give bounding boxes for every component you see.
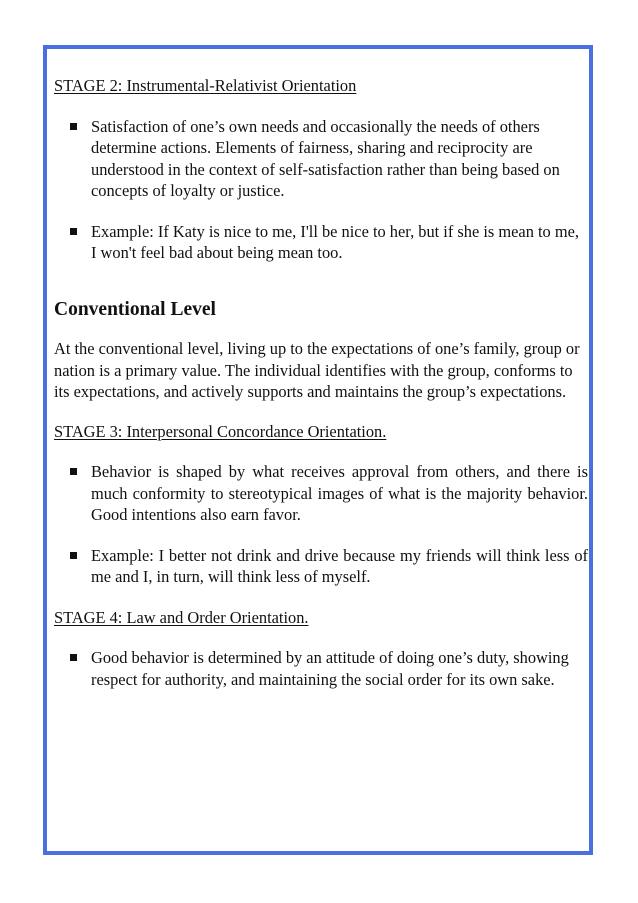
stage4-bullet-text: Good behavior is determined by an attitude of doing one’s duty, showing respect for authority, and maintaining the social order for its own sake. — [91, 648, 569, 689]
stage2-bullet-item — [54, 116, 588, 202]
square-bullet-icon — [70, 123, 77, 130]
stage3-bullet-item — [54, 461, 588, 526]
square-bullet-icon — [70, 552, 77, 559]
square-bullet-icon — [70, 228, 77, 235]
stage2-heading: STAGE 2: Instrumental-Relativist Orientation — [54, 76, 357, 95]
stage3-bullet-item — [54, 545, 588, 588]
stage3-heading: STAGE 3: Interpersonal Concordance Orientation. — [54, 421, 387, 441]
conventional-level-paragraph: At the conventional level, living up to the expectations of one’s family, group or nation is a primary value. The individual identifies with the group, conforms to its expectations, and actively supports and maintains the group’s expectations. — [54, 339, 580, 401]
stage4-bullet-list — [54, 647, 588, 690]
square-bullet-icon — [70, 468, 77, 475]
stage3-bullet-list — [54, 461, 588, 588]
stage2-bullet-item — [54, 221, 588, 264]
stage4-heading: STAGE 4: Law and Order Orientation. — [54, 607, 309, 627]
stage2-bullet-text: Satisfaction of one’s own needs and occasionally the needs of others determine actions. Elements of fairness, sharing and reciprocity are understood in the context of self-satisfaction rather than being based on concepts of loyalty or justice. — [91, 116, 560, 200]
document-content — [54, 75, 588, 690]
stage2-bullet-text: Example: If Katy is nice to me, I'll be nice to her, but if she is mean to me, I won't feel bad about being mean too. — [91, 221, 579, 262]
conventional-level-title: Conventional Level — [54, 298, 216, 320]
square-bullet-icon — [70, 654, 77, 661]
stage4-bullet-item — [54, 647, 588, 690]
stage3-bullet-text: Behavior is shaped by what receives approval from others, and there is much conformity to stereotypical images of what is the majority behavior. Good intentions also earn favor. — [91, 462, 588, 524]
stage2-bullet-list — [54, 116, 588, 264]
stage3-bullet-text: Example: I better not drink and drive because my friends will think less of me and I, in turn, will think less of myself. — [91, 545, 588, 586]
